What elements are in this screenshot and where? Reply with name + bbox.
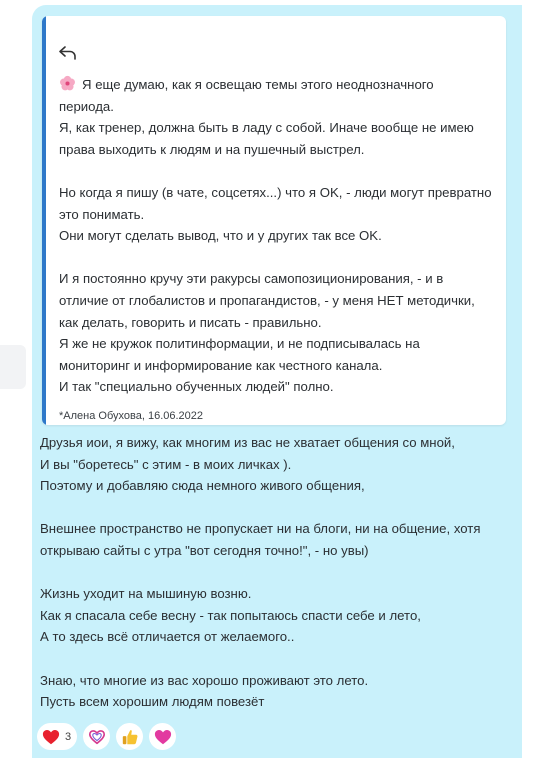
text-line-content: Они могут сделать вывод, что и у других так все OK.	[59, 228, 382, 244]
reaction-red-heart[interactable]	[37, 723, 77, 750]
text-line	[59, 376, 499, 398]
text-line	[59, 74, 499, 96]
text-line	[40, 691, 510, 713]
text-line	[40, 605, 510, 627]
text-line-content: права выходить к людям и на пушечный выстрел.	[59, 141, 365, 157]
text-line	[40, 475, 510, 497]
reply-arrow-icon[interactable]	[59, 46, 77, 60]
text-line-content: открываю сайты с утра "вот сегодня точно!", - но увы)	[40, 542, 369, 558]
red-heart-icon	[42, 728, 60, 746]
heart-outline-icon	[88, 728, 106, 746]
blank-line	[40, 648, 510, 670]
text-line-content: отличие от глобалистов и пропагандистов, - у меня НЕТ методички,	[59, 292, 475, 308]
text-line	[59, 117, 499, 139]
text-line-content: Поэтому и добавляю сюда немного живого общения,	[40, 478, 365, 494]
quoted-message[interactable]	[42, 16, 506, 425]
text-line	[40, 454, 510, 476]
text-line-content: мониторинг и информирование как честного канала.	[59, 357, 383, 373]
text-line-content: А то здесь всё отличается от желаемого..	[40, 629, 295, 645]
text-line	[59, 312, 499, 334]
text-line	[40, 670, 510, 692]
text-line	[40, 432, 510, 454]
text-line-content: Пусть всем хорошим людям повезёт	[40, 694, 265, 710]
text-line	[59, 225, 499, 247]
text-line-content: И я постоянно кручу эти ракурсы самопозиционирования, - и в	[59, 271, 444, 287]
text-line-content: Как я спасала себе весну - так попытаюсь спасти себе и лето,	[40, 607, 421, 623]
blank-line	[40, 497, 510, 519]
text-line-content: Я еще думаю, как я освещаю темы этого неоднозначного	[82, 77, 434, 92]
text-line-content: это понимать.	[59, 206, 145, 222]
text-line-content: Жизнь уходит на мышиную возню.	[40, 586, 252, 602]
text-line-content: Я, как тренер, должна быть в ладу с собой. Иначе вообще не имею	[59, 120, 474, 136]
blank-line	[40, 562, 510, 584]
text-line-content: Я же не кружок политинформации, и не подписывалась на	[59, 336, 420, 352]
blank-line	[59, 160, 499, 182]
text-line	[40, 518, 510, 540]
text-line	[40, 540, 510, 562]
text-line	[59, 333, 499, 355]
text-line-content: И так "специально обученных людей" полно.	[59, 379, 334, 395]
text-line	[40, 583, 510, 605]
reaction-thumbs-up[interactable]	[116, 723, 143, 750]
text-line	[59, 268, 499, 290]
post-text	[40, 432, 510, 713]
quote-author: *Алена Обухова, 16.06.2022	[59, 410, 204, 422]
text-line	[59, 355, 499, 377]
blank-line	[59, 247, 499, 269]
reactions-bar	[37, 723, 176, 750]
pink-heart-icon	[154, 728, 172, 746]
reaction-count: 3	[65, 730, 72, 743]
quote-accent-bar	[42, 16, 46, 425]
text-line-content: Внешнее пространство не пропускает ни на блоги, ни на общение, хотя	[40, 521, 481, 537]
text-line	[59, 139, 499, 161]
text-line-content: Но когда я пишу (в чате, соцсетях...) что я OK, - люди могут превратно	[59, 184, 492, 200]
text-line	[59, 290, 499, 312]
text-line-content: периода.	[59, 98, 114, 114]
text-line-content: Друзья иои, я вижу, как многим из вас не хватает общения со мной,	[40, 435, 455, 450]
text-line	[59, 182, 499, 204]
reaction-heart-outline[interactable]	[83, 723, 110, 750]
text-line	[59, 204, 499, 226]
adjacent-panel-edge	[0, 345, 26, 389]
quote-text	[59, 74, 499, 398]
text-line	[40, 626, 510, 648]
text-line-content: И вы "боретесь" с этим - в моих личках ).	[40, 456, 292, 472]
thumbs-up-icon	[121, 728, 139, 746]
reaction-pink-heart[interactable]	[149, 723, 176, 750]
text-line	[59, 96, 499, 118]
text-line-content: Знаю, что многие из вас хорошо проживают это лето.	[40, 672, 369, 688]
cherry-blossom-icon	[59, 75, 76, 92]
text-line-content: как делать, говорить и писать - правильно.	[59, 314, 322, 330]
